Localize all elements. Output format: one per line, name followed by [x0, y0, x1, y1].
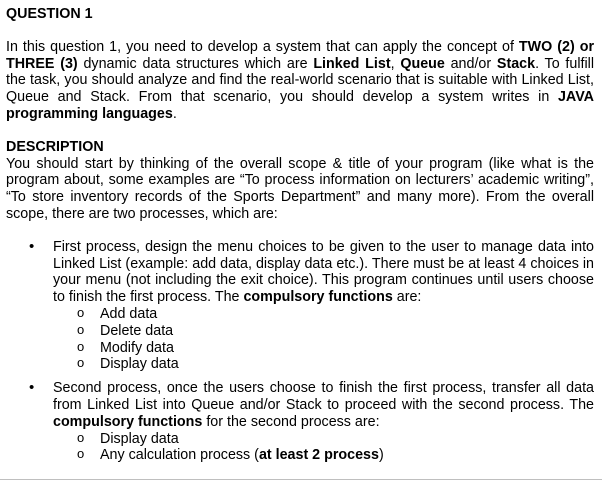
emphasis: compulsory functions [53, 413, 203, 430]
process-text: Second process, once the users choose to finish the first process, transfer all data from Linked List into Queue and/or Stack to proceed with the second process. The compulsory functions for the second process are: [53, 380, 594, 430]
emphasis: Queue [400, 55, 445, 72]
function-item: o Modify data [53, 340, 594, 357]
emphasis: TWO (2) or THREE (3) [6, 38, 595, 72]
description-paragraph: You should start by thinking of the overall scope & title of your program (like what is the program about, some examples are “To process information on lecturers’ academic writing”, “To store inventory records of the Sports Department” and many more). From the overall scope, there are two processes, which are: [6, 155, 594, 222]
question-heading: QUESTION 1 [6, 6, 93, 22]
function-list [53, 431, 594, 465]
process-list [6, 239, 594, 464]
process-item-first [6, 239, 594, 373]
emphasis: Stack [496, 55, 536, 72]
function-item: o Delete data [53, 323, 594, 340]
page-divider [0, 479, 602, 480]
function-item: o Add data [53, 306, 594, 323]
emphasis: JAVA programming languages [6, 89, 594, 122]
function-item: o Display data [53, 356, 594, 373]
function-item: o Display data [53, 431, 594, 448]
description-heading: DESCRIPTION [6, 138, 104, 155]
process-item-second [6, 380, 594, 464]
process-text: First process, design the menu choices to be given to the user to manage data into Linked List (example: add data, display data etc.). There must be at least 4 choices in your menu (not including the exit choice). This program continues until users choose to finish the first process. The compulsory functions are: [53, 238, 594, 306]
emphasis: Linked List [313, 55, 391, 72]
function-list [53, 306, 594, 373]
intro-paragraph: In this question 1, you need to develop a system that can apply the concept of TWO (2) or THREE (3) dynamic data structures which are Linked List, Queue and/or Stack. To fulfill the task, you should analyze and find the real-world scenario that is suitable with Linked List, Queue and Stack. From that scenario, you should develop a system writes in JAVA programming languages. [6, 38, 595, 122]
emphasis: at least 2 process [258, 447, 379, 464]
function-item: o Any calculation process (at least 2 process) [53, 447, 594, 464]
emphasis: compulsory functions [243, 289, 393, 306]
